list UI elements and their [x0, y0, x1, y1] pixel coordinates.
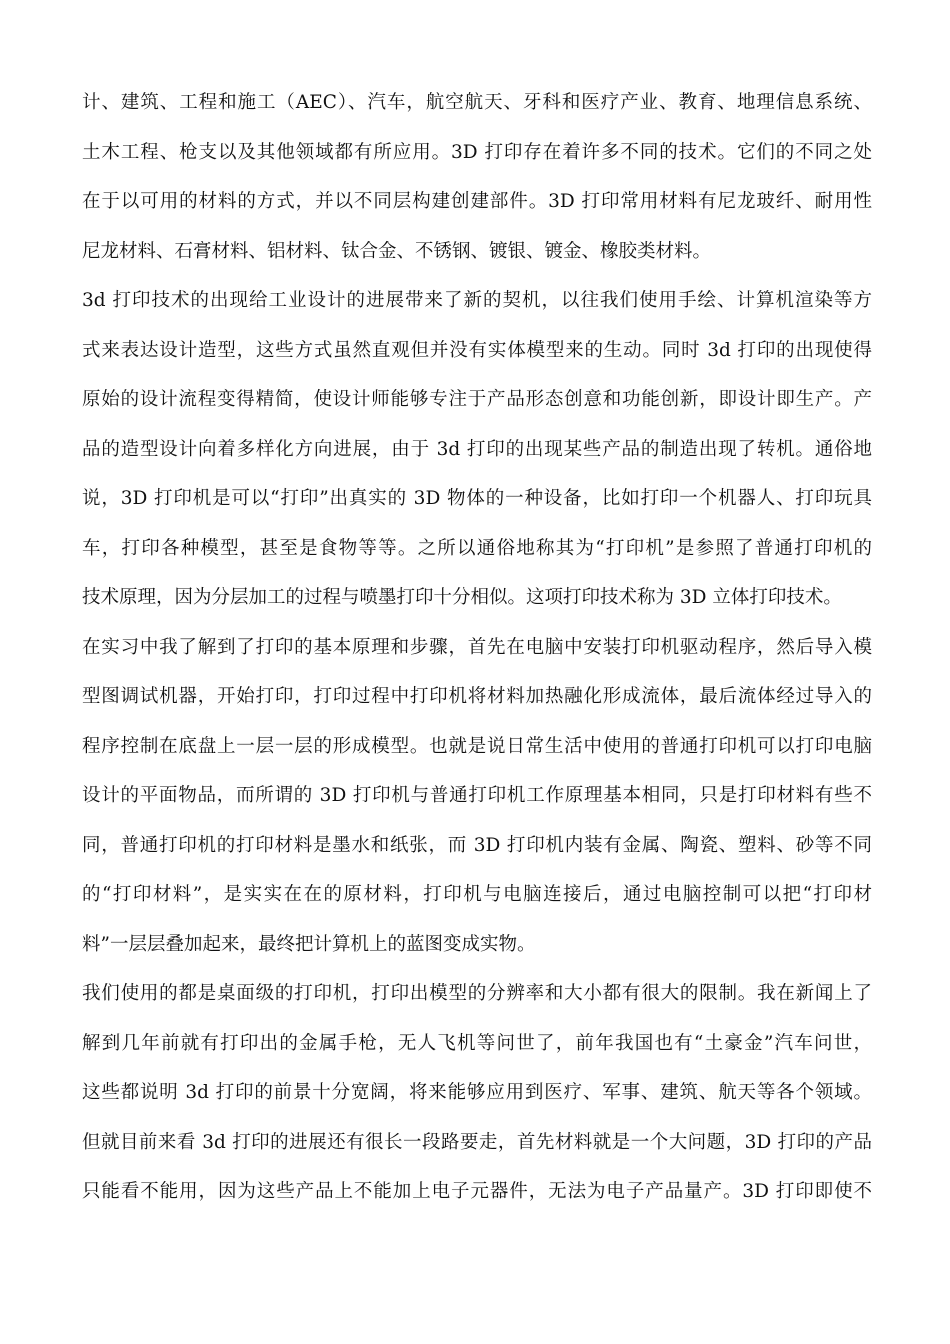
text-line: 在于以可用的材料的方式，并以不同层构建创建部件。3D 打印常用材料有尼龙玻纤、耐用性 — [82, 191, 872, 212]
text-line: 土木工程、枪支以及其他领域都有所应用。3D 打印存在着许多不同的技术。它们的不同之处 — [82, 141, 872, 163]
text-line: 设计的平面物品，而所谓的 3D 打印机与普通打印机工作原理基本相同，只是打印材料有些不 — [82, 785, 872, 806]
text-line: 尼龙材料、石膏材料、铝材料、钛合金、不锈钢、镀银、镀金、橡胶类材料。 — [82, 240, 712, 262]
text-line: 在实习中我了解到了打印的基本原理和步骤，首先在电脑中安装打印机驱动程序，然后导入模 — [82, 636, 872, 658]
paragraph-internship — [82, 633, 872, 980]
text-line: 但就目前来看 3d 打印的进展还有很长一段路要走，首先材料就是一个大问题，3D 打印的产品 — [82, 1131, 872, 1153]
text-line: 说，3D 打印机是可以“打印”出真实的 3D 物体的一种设备，比如打印一个机器人、打印玩具 — [82, 488, 872, 509]
text-line: 型图调试机器，开始打印，打印过程中打印机将材料加热融化形成流体，最后流体经过导入的 — [82, 686, 872, 707]
text-line: 解到几年前就有打印出的金属手枪，无人飞机等问世了，前年我国也有“土豪金”汽车问世， — [82, 1032, 872, 1054]
text-line: 我们使用的都是桌面级的打印机，打印出模型的分辨率和大小都有很大的限制。我在新闻上了 — [82, 983, 872, 1004]
text-line: 这些都说明 3d 打印的前景十分宽阔，将来能够应用到医疗、军事、建筑、航天等各个领域。 — [82, 1082, 872, 1103]
text-line: 车，打印各种模型，甚至是食物等等。之所以通俗地称其为“打印机”是参照了普通打印机的 — [82, 537, 872, 559]
paragraph-industrial-design — [82, 286, 872, 633]
text-line: 原始的设计流程变得精简，使设计师能够专注于产品形态创意和功能创新，即设计即生产。产 — [82, 389, 872, 410]
text-line: 料”一层层叠加起来，最终把计算机上的蓝图变成实物。 — [82, 933, 536, 955]
document-body — [82, 88, 872, 1227]
text-line: 技术原理，因为分层加工的过程与喷墨打印十分相似。这项打印技术称为 3D 立体打印技术。 — [82, 587, 842, 608]
paragraph-outlook — [82, 979, 872, 1227]
paragraph-applications — [82, 88, 872, 286]
text-line: 品的造型设计向着多样化方向进展，由于 3d 打印的出现某些产品的制造出现了转机。通俗地 — [82, 438, 872, 460]
text-line: 程序控制在底盘上一层一层的形成模型。也就是说日常生活中使用的普通打印机可以打印电脑 — [82, 735, 872, 757]
text-line: 的“打印材料”，是实实在在的原材料，打印机与电脑连接后，通过电脑控制可以把“打印材 — [82, 884, 872, 905]
text-line: 计、建筑、工程和施工（AEC）、汽车，航空航天、牙科和医疗产业、教育、地理信息系统、 — [82, 92, 872, 113]
text-line: 3d 打印技术的出现给工业设计的进展带来了新的契机，以往我们使用手绘、计算机渲染等方 — [82, 290, 872, 311]
text-line: 只能看不能用，因为这些产品上不能加上电子元器件，无法为电子产品量产。3D 打印即使不 — [82, 1181, 872, 1202]
text-line: 同，普通打印机的打印材料是墨水和纸张，而 3D 打印机内装有金属、陶瓷、塑料、砂等不同 — [82, 834, 872, 856]
text-line: 式来表达设计造型，这些方式虽然直观但并没有实体模型来的生动。同时 3d 打印的出现使得 — [82, 339, 872, 361]
